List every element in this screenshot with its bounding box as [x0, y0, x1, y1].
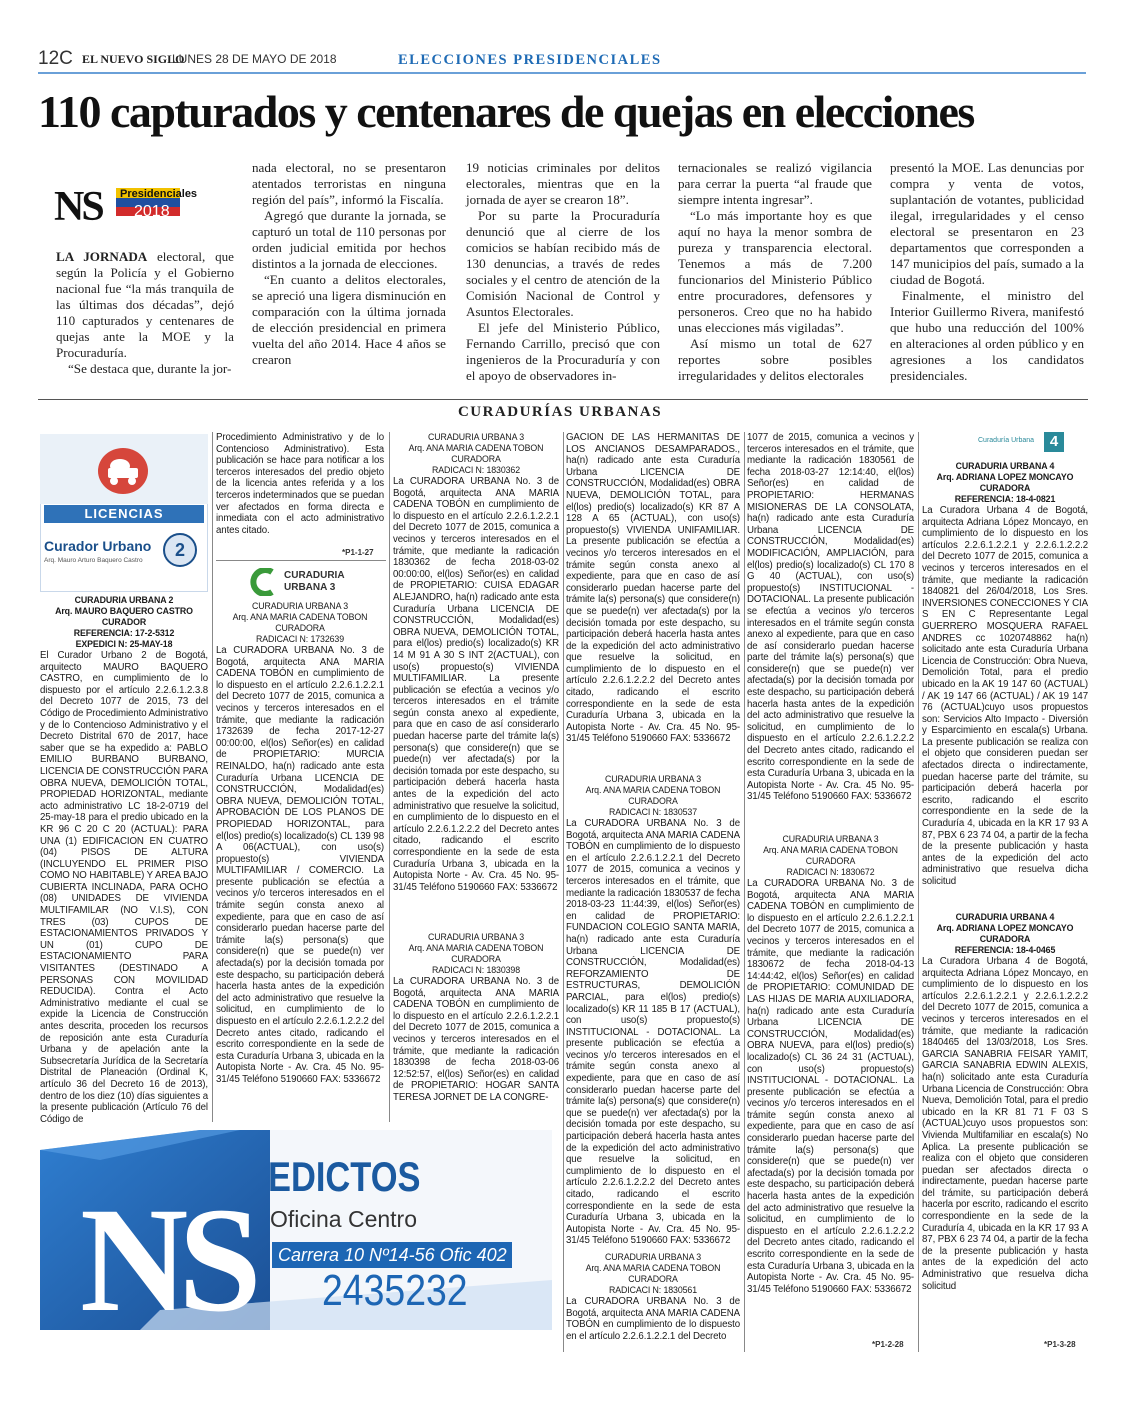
notice-role: CURADOR: [101, 617, 147, 627]
notice-body: La CURADORA URBANA No. 3 de Bogotá, arquitecta ANA MARIA CADENA TOBÓN en cumplimiento de lo dispuesto en el artículo 2.2.6.1.2.2.1 del Decreto 1077 de 2015, comunica a vecinos y terceros interesados en el trámite, que mediante la radicación 1830362 de fecha 2018-03-02 00:00:00, el(los) Señor(es) en calidad de PROPIETARIO: CUISA EDAGAR ALEJANDRO, ha(n) radicado ante esta Curaduría Urbana LICENCIA DE CONSTRUCCIÓN, Modalidad(es) OBRA NUEVA, DEMOLICIÓN TOTAL, para el(los) predio(s) localizado(s) KR 14 M 91 A 30 S INT 2(ACTUAL), con uso(s) propuesto(s) VIVIENDA MULTIFAMILIAR. La presente publicación se efectúa a vecinos y/o terceros interesados en el trámite según consta anexo al expediente, para que en caso de así considerarlo puedan hacerse parte del trámite la(s) persona(s) que considere(n) que se puede(n) ver afectada(s) por la decisión tomada por este despacho, su participación deberá hacerla hasta antes de la expedición del acto administrativo que resuelve la solicitud, en cumplimiento de lo dispuesto en el artículo 2.2.6.1.2.2.2 del Decreto antes citado, radicando el escrito correspondiente en la sede de esta Curaduría Urbana 3, ubicada en la Autopista Norte - Av. Cra. 45 No. 95-31/45 Teléfono 5190660 FAX: 5336672: [393, 476, 559, 893]
notice-role: CURADORA: [979, 934, 1031, 944]
edictos-address: Carrera 10 Nº14-56 Ofic 402: [272, 1242, 512, 1268]
paragraph: 19 noticias criminales por delitos electorales, mientras que en la jornada de ayer se crearon 18”.: [466, 160, 660, 207]
paragraph: electoral, que según la Policía y el Gobierno nacional fue “la más tranquila de las últimas dos décadas”, dejó 110 capturados y centenares de quejas ante la MOE y la Procuraduría.: [56, 249, 234, 360]
notice-radicacion: RADICACI N: 1830672: [786, 867, 875, 877]
notice-1830398: [393, 932, 559, 1104]
notice-architect: Arq. ANA MARIA CADENA TOBON: [408, 443, 544, 453]
licencias-label: LICENCIAS: [44, 505, 204, 523]
cement-mixer-icon: [98, 448, 148, 494]
paragraph: Por su parte la Procuraduría denunció que al cierre de los comicios se habían recibido más de 130 denuncias, a través de redes sociales y el centro de atención de la Comisión Nacional de Control y Asuntos Electorales.: [466, 208, 660, 319]
notice-radicacion: RADICACI N: 1830561: [608, 1285, 698, 1295]
notice-body: 1077 de 2015, comunica a vecinos y terceros interesados en el trámite, que mediante la radicación 1830561 de fecha 2018-03-27 12:14:40, el(los) Señor(es) en calidad de PROPIETARIO: HERMANAS MISIONERAS DE LA CONSOLATA, ha(n) radicado ante esta Curaduría Urbana LICENCIA DE CONSTRUCCIÓN, Modalidad(es) MODIFICACIÓN, AMPLIACIÓN, para el(los) predio(s) localizado(s) CL 170 8 G 40 (ACTUAL), con uso(s) propuesto(s) INSTITUCIONAL - DOTACIONAL. La presente publicación se efectúa a vecinos y/o terceros interesados en el trámite según consta anexo al expediente, para que en caso de así considerarlo puedan hacerse parte del trámite la(s) persona(s) que considere(n) que se puede(n) ver afectada(s) por la decisión tomada por este despacho, su participación deberá hacerla hasta antes de la expedición del acto administrativo que resuelve la solicitud, en cumplimiento de lo dispuesto en el artículo 2.2.6.1.2.2.2 del Decreto antes citado, radicando el escrito correspondiente en la sede de esta Curaduría Urbana 3, ubicada en la Autopista Norte - Av. Cra. 45 No. 95-31/45 Teléfono 5190660 FAX: 5336672: [747, 432, 914, 803]
column-rule: [212, 432, 213, 1122]
notice-role: CURADORA: [451, 454, 501, 464]
notice-architect: Arq. ADRIANA LOPEZ MONCAYO: [936, 923, 1074, 933]
notice-reference: REFERENCIA: 18-4-0465: [954, 945, 1056, 955]
c4-logo-number: 4: [1044, 432, 1064, 452]
edictos-title: EDICTOS: [268, 1153, 421, 1200]
notice-heading: CURADURIA URBANA 3: [428, 432, 524, 442]
article-column-3: [466, 160, 660, 384]
paragraph: Agregó que durante la jornada, se capturó un total de 110 personas por orden judicial emitida por hechos distintos a la jornada de elecciones.: [252, 208, 446, 271]
notice-1830537: [566, 774, 740, 1247]
edictos-ns-letters: NS: [80, 1177, 252, 1330]
notice-heading: CURADURIA URBANA 3: [605, 774, 701, 784]
notice-heading: CURADURIA URBANA 4: [955, 912, 1055, 922]
section-title: ELECCIONES PRESIDENCIALES: [398, 52, 662, 68]
c4-logo-text: Curaduría Urbana: [978, 437, 1035, 444]
notice-cu2-continued: [216, 432, 384, 536]
notice-body: La CURADORA URBANA No. 3 de Bogotá, arquitecta ANA MARIA CADENA TOBÓN en cumplimiento de lo dispuesto en el artículo 2.2.6.1.2.2.1 del Decreto 1077 de 2015, comunica a vecinos y terceros interesados en el trámite, que mediante la radicación 1830537 de fecha 2018-03-23 11:44:39, el(los) Señor(es) en calidad de PROPIETARIO: FUNDACION COLEGIO SANTA MARIA, ha(n) radicado ante esta Curaduría Urbana LICENCIA DE CONSTRUCCIÓN, Modalidad(es) REFORZAMIENTO DE ESTRUCTURAS, DEMOLICIÓN PARCIAL, para el(los) predio(s) localizado(s) KR 11 185 B 17 (ACTUAL), con uso(s) propuesto(s) INSTITUCIONAL - DOTACIONAL. La presente publicación se efectúa a vecinos y/o terceros interesados en el trámite según consta anexo al expediente, para que en caso de así considerarlo puedan hacerse parte del trámite la(s) persona(s) que considere(n) que se puede(n) ver afectada(s) por la decisión tomada por este despacho, su participación deberá hacerla hasta antes de la expedición del acto administrativo que resuelve la solicitud, en cumplimiento de lo dispuesto en el artículo 2.2.6.1.2.2.2 del Decreto antes citado, radicando el escrito correspondiente en la sede de esta Curaduría Urbana 3, ubicada en la Autopista Norte - Av. Cra. 45 No. 95-31/45 Teléfono 5190660 FAX: 5336672: [566, 818, 740, 1247]
notice-architect: Arq. ANA MARIA CADENA TOBON: [585, 1263, 721, 1273]
paragraph: presentó la MOE. Las denuncias por compra y venta de votos, suplantación de votantes, publicidad ilegal, irregularidades y el censo electoral se presentaron en 23 departamentos que corresponden a 147 municipios del país, sumado a la ciudad de Bogotá.: [890, 160, 1084, 287]
notice-ref-code: *P1-3-28: [1044, 1340, 1076, 1349]
article-column-1: [56, 249, 234, 377]
article-column-4: [678, 160, 872, 384]
paragraph: Finalmente, el ministro del Interior Guillermo Rivera, manifestó que hubo una reducción del 100% en alteraciones al orden público y en agresiones a los candidatos presidenciales.: [890, 288, 1084, 383]
notice-divider: [216, 560, 386, 561]
notice-1830561-continued: [747, 432, 914, 803]
paragraph: ternacionales se realizó vigilancia para cerrar la puerta “al fraude que siempre intenta ingresar”.: [678, 160, 872, 207]
paragraph: “Lo más importante hoy es que aquí no haya la menor sombra de pureza y transparencia electoral. Tenemos a más de 7.200 funcionarios del Ministerio Público entre procuradores, defensores y personeros. Creo que no ha habido unas elecciones más vigiladas”.: [678, 208, 872, 335]
curador-urbano-subtitle: Arq. Mauro Arturo Baquero Castro: [44, 557, 143, 564]
article-column-2: [252, 160, 446, 368]
article-column-5: [890, 160, 1084, 384]
edictos-office: Oficina Centro: [270, 1206, 418, 1232]
column-rule: [744, 432, 745, 1352]
notice-body: El Curador Urbano 2 de Bogotá, arquitecto MAURO BAQUERO CASTRO, en cumplimiento de lo dispuesto por el artículo 2.2.6.1.2.3.8 del Decreto 1077 de 2015, 73 del Código de Procedimiento Administrativo y de lo Contencioso Administrativo y el Decreto Distrital 670 de 2017, hace saber que se ha expedido a: PABLO EMILIO BURBANO BURBANO, LICENCIA DE CONSTRUCCIÓN PARA OBRA NUEVA, DEMOLICIÓN TOTAL, PROPIEDAD HORIZONTAL, mediante acto administrativo LC 18-2-0719 del 25-may-18 para el predio ubicado en la KR 96 C 20 C 20 (ACTUAL): PARA UNA (1) EDIFICACION EN CUATRO (04) PISOS DE ALTURA (INCLUYENDO EL PRIMER PISO COMO NO HABITABLE) Y AREA BAJO CUBIERTA INCLINADA, PARA OCHO (08) UNIDADES DE VIVIENDA MULTIFAMILAR (NO V.I.S), CON TRES (03) CUPOS DE ESTACIONAMIENTOS PRIVADOS Y UN (01) CUPO DE ESTACIONAMIENTO PARA VISITANTES (DESTINADO A PERSONAS CON MOVILIDAD REDUCIDA). Contra el Acto Administrativo mediante el cual se expide la Licencia de Construcción antes descrita, proceden los recursos de reposición ante esta Curaduría Urbana y de apelación ante la Subsecretaría Jurídica de la Secretaría Distrital de Planeación (Ordinal K, artículo 36 del Decreto 16 de 2013), dentro de los diez (10) días siguientes a la presente publicación (Artículo 76 del Código de: [40, 650, 208, 1125]
column-rule: [389, 432, 390, 1122]
logo-letters: NS: [54, 184, 102, 230]
notice-1830672: [747, 834, 914, 1295]
notice-reference: REFERENCIA: 17-2-5312: [73, 628, 175, 638]
curadurias-title: CURADURÍAS URBANAS: [457, 404, 663, 420]
c3-icon: [250, 568, 280, 596]
notice-1830362: [393, 432, 559, 893]
header-rule: [38, 72, 1086, 74]
notice-architect: Arq. MAURO BAQUERO CASTRO: [55, 606, 193, 616]
notice-1830398-continued: [566, 432, 740, 745]
notice-18-4-0821: [922, 461, 1088, 888]
logo-word: Presidenciales: [120, 188, 198, 200]
notice-heading: CURADURIA URBANA 3: [428, 932, 524, 942]
notice-radicacion: RADICACI N: 1732639: [255, 634, 345, 644]
notice-role: CURADORA: [628, 1274, 678, 1284]
curador-number: 2: [174, 540, 186, 560]
notice-heading: CURADURIA URBANA 4: [955, 461, 1055, 471]
edictos-phone: 2435232: [322, 1266, 468, 1315]
c3-logo-line1: CURADURIA: [284, 570, 345, 581]
notice-radicacion: RADICACI N: 1830398: [431, 965, 521, 975]
paragraph: “En cuanto a delitos electorales, se apreció una ligera disminución en comparación con la última jornada de elección presidencial en primera vuelta del año 2014. Hace 4 años se crearon: [252, 272, 446, 367]
notice-architect: Arq. ADRIANA LOPEZ MONCAYO: [936, 472, 1074, 482]
notice-radicacion: RADICACI N: 1830362: [431, 465, 521, 475]
notice-body: La Curadora Urbana 4 de Bogotá, arquitecta Adriana López Moncayo, en cumplimiento de lo dispuesto en los artículos 2.2.6.1.2.2.1 y 2.2.6.1.2.2.2 del Decreto 1077 de 2015, comunica a vecinos y terceros interesados en el trámite, que mediante la radicación 1840465 del 13/03/2018, Los Sres. GARCIA SANABRIA FEISAR YAMIT, GARCIA SANABRIA EDWIN ALEXIS, ha(n) solicitado ante esta Curaduría Urbana Licencia de Construcción: Obra Nueva, Demolición Total, para el predio ubicado en la KR 81 71 F 03 S (ACTUAL)cuyo usos propuestos son: Vivienda Multifamiliar en escala(s) No Aplica. La presente publicación se realiza con el objeto que consideren puedan ser afectados directa o indirectamente, puedan hacerse parte del trámite, su participación deberá hacerla por escrito, radicando el escrito correspondiente en la sede de la Curaduría 4, ubicada en la KR 17 93 A 87, PBX 6 23 74 04, a partir de la fecha de la presente publicación y hasta antes de la expedición del acto Administrativo que resuelva dicha solicitud: [922, 956, 1088, 1292]
paragraph: nada electoral, no se presentaron atentados terroristas en ninguna región del país”, informó la Fiscalía.: [252, 160, 446, 207]
ns-presidenciales-logo: [52, 176, 202, 232]
map-pin-icon: [160, 530, 200, 570]
lead-word: LA JORNADA: [56, 249, 148, 264]
notice-expedicion: EXPEDICI N: 25-MAY-18: [75, 639, 173, 649]
notice-heading: CURADURIA URBANA 3: [782, 834, 879, 844]
notice-body: La CURADORA URBANA No. 3 de Bogotá, arquitecta ANA MARIA CADENA TOBÓN en cumplimiento de lo dispuesto en el artículo 2.2.6.1.2.2.1 del Decreto 1077 de 2015, comunica a vecinos y terceros interesados en el trámite, que mediante la radicación 1732639 de fecha 2017-12-27 00:00:00, el(los) Señor(es) en calidad de PROPIETARIO: MURCIA REINALDO, ha(n) radicado ante esta Curaduría Urbana LICENCIA DE CONSTRUCCIÓN, Modalidad(es) OBRA NUEVA, DEMOLICIÓN TOTAL, APROBACIÓN DE LOS PLANOS DE PROPIEDAD HORIZONTAL, para el(los) predio(s) localizado(s) CL 139 98 A 06(ACTUAL), con uso(s) propuesto(s) VIVIENDA MULTIFAMILIAR / COMERCIO. La presente publicación se efectúa a vecinos y/o terceros interesados en el trámite según consta anexo al expediente, para que en caso de así considerarlo puedan hacerse parte del trámite la(s) persona(s) que considere(n) que se puede(n) ver afectada(s) por la decisión tomada por este despacho, su participación deberá hacerla hasta antes de la expedición del acto administrativo que resuelve la solicitud, en cumplimiento de lo dispuesto en el artículo 2.2.6.1.2.2.2 del Decreto antes citado, radicando el escrito correspondiente en la sede de esta Curaduría Urbana 3, ubicada en la Autopista Norte - Av. Cra. 45 No. 95-31/45 Teléfono 5190660 FAX: 5336672: [216, 645, 384, 1085]
notice-body: La CURADORA URBANA No. 3 de Bogotá, arquitecta ANA MARIA CADENA TOBÓN en cumplimiento de lo dispuesto en el artículo 2.2.6.1.2.2.1 del Decreto 1077 de 2015, comunica a vecinos y terceros interesados en el trámite, que mediante la radicación 1830672 de fecha 2018-04-13 14:44:42, el(los) Señor(es) en calidad de PROPIETARIO: COMUNIDAD DE LAS HIJAS DE MARIA AUXILIADORA, ha(n) radicado ante esta Curaduría Urbana LICENCIA DE CONSTRUCCIÓN, Modalidad(es) OBRA NUEVA, para el(los) predio(s) localizado(s) CL 36 24 31 (ACTUAL), con uso(s) propuesto(s) INSTITUCIONAL - DOTACIONAL. La presente publicación se efectúa a vecinos y/o terceros interesados en el trámite según consta anexo al expediente, para que en caso de así considerarlo puedan hacerse parte del trámite la(s) persona(s) que considere(n) que se puede(n) ver afectada(s) por la decisión tomada por este despacho, su participación deberá hacerla hasta antes de la expedición del acto administrativo que resuelve la solicitud, en cumplimiento de lo dispuesto en el artículo 2.2.6.1.2.2.2 del Decreto antes citado, radicando el escrito correspondiente en la sede de esta Curaduría Urbana 3, ubicada en la Autopista Norte - Av. Cra. 45 No. 95-31/45 Teléfono 5190660 FAX: 5336672: [747, 878, 914, 1295]
notice-body: GACION DE LAS HERMANITAS DE LOS ANCIANOS DESAMPARADOS., ha(n) radicado ante esta Curaduría Urbana LICENCIA DE CONSTRUCCIÓN, Modalidad(es) OBRA NUEVA, DEMOLICIÓN TOTAL, para el(los) predio(s) localizado(s) KR 87 A 128 A 65 (ACTUAL), con uso(s) propuesto(s) VIVIENDA UNIFAMILIAR. La presente publicación se efectúa a vecinos y/o terceros interesados en el trámite según consta anexo al expediente, para que en caso de así considerarlo puedan hacerse parte del trámite la(s) persona(s) que considere(n) que se puede(n) ver afectada(s) por la decisión tomada por este despacho, su participación deberá hacerla hasta antes de la expedición del acto administrativo que resuelve la solicitud, en cumplimiento de lo dispuesto en el artículo 2.2.6.1.2.2.2 del Decreto antes citado, radicando el escrito correspondiente en la sede de esta Curaduría Urbana 3, ubicada en la Autopista Norte - Av. Cra. 45 No. 95-31/45 Teléfono 5190660 FAX: 5336672: [566, 432, 740, 745]
notice-role: CURADORA: [451, 954, 501, 964]
notice-1830561: [566, 1252, 740, 1342]
logo-year: 2018: [134, 203, 170, 220]
page-number: 12C: [38, 48, 73, 69]
notice-role: CURADORA: [805, 856, 856, 866]
paragraph: “Se destaca que, durante la jor-: [68, 361, 232, 376]
article-divider: [38, 399, 1088, 400]
notice-architect: Arq. ANA MARIA CADENA TOBON: [763, 845, 898, 855]
notice-body: La Curadora Urbana 4 de Bogotá, arquitecta Adriana López Moncayo, en cumplimiento de lo dispuesto en los artículos 2.2.6.1.2.2.1 y 2.2.6.1.2.2.2 del Decreto 1077 de 2015, comunica a vecinos y terceros interesados en el trámite, que mediante la radicación 1840821 del 26/04/2018, Los Sres. INVERSIONES CONECCIONES Y CIA S EN C Representante Legal GUERRERO MOSQUERA RAFAEL ANDRES cc 1020748862 ha(n) solicitado ante esta Curaduría Urbana Licencia de Construcción: Obra Nueva, Demolición Total, para el predio ubicado en la AK 19 147 60 (ACTUAL) / AK 19 147 66 (ACTUAL) / AK 19 147 76 (ACTUAL)cuyo usos propuestos son: Servicios Alto Impacto - Diversión y Esparcimiento en escala(s) Urbana. La presente publicación se realiza con el objeto que consideren puedan ser afectados directa o indirectamente, puedan hacerse parte del trámite, su participación deberá hacerla por escrito, radicando el escrito correspondiente en la sede de la Curaduría 4, ubicada en la KR 17 93 A 87, PBX 6 23 74 04, a partir de la fecha de la presente publicación y hasta antes de la expedición del acto administrativo que resuelva dicha solicitud: [922, 505, 1088, 887]
notice-cu2: [40, 595, 208, 1125]
issue-date: LUNES 28 DE MAYO DE 2018: [172, 52, 337, 66]
curador-urbano-logo: Curador Urbano: [44, 538, 152, 554]
notice-role: CURADORA: [275, 623, 325, 633]
column-rule: [563, 432, 564, 1352]
notice-heading: CURADURIA URBANA 3: [252, 601, 348, 611]
notice-role: CURADORA: [628, 796, 678, 806]
notice-architect: Arq. ANA MARIA CADENA TOBON: [585, 785, 721, 795]
notice-role: CURADORA: [979, 483, 1031, 493]
notice-ref-code: *P1-1-27: [342, 548, 374, 557]
headline: 110 capturados y centenares de quejas en elecciones: [38, 86, 974, 137]
notice-body: La CURADORA URBANA No. 3 de Bogotá, arquitecta ANA MARIA CADENA TOBÓN en cumplimiento de lo dispuesto en el artículo 2.2.6.1.2.2.1 del Decreto: [566, 1296, 740, 1342]
c3-logo-line2: URBANA 3: [284, 582, 336, 593]
newspaper-name: EL NUEVO SIGLO: [82, 52, 185, 66]
notice-body: Procedimiento Administrativo y de lo Contencioso Administrativo). Esta publicación se hace para notificar a los terceros interesados del predio objeto de la licencia antes referida y a los terceros indeterminados que se puedan ver afectados en forma directa e inmediata con el acto administrativo antes citado.: [216, 432, 384, 536]
notice-architect: Arq. ANA MARIA CADENA TOBON: [408, 943, 544, 953]
notice-1732639: [216, 601, 384, 1086]
notice-heading: CURADURIA URBANA 2: [74, 595, 174, 605]
notice-18-4-0465: [922, 912, 1088, 1292]
notice-heading: CURADURIA URBANA 3: [605, 1252, 701, 1262]
notice-architect: Arq. ANA MARIA CADENA TOBON: [232, 612, 368, 622]
notice-body: La CURADORA URBANA No. 3 de Bogotá, arquitecta ANA MARIA CADENA TOBÓN en cumplimiento de lo dispuesto en el artículo 2.2.6.1.2.2.1 del Decreto 1077 de 2015, comunica a vecinos y terceros interesados en el trámite, que mediante la radicación 1830398 de fecha 2018-03-06 12:52:57, el(los) Señor(es) en calidad de PROPIETARIO: HOGAR SANTA TERESA JORNET DE LA CONGRE-: [393, 976, 559, 1103]
notice-ref-code: *P1-2-28: [872, 1340, 904, 1349]
curaduria-4-logo: [978, 432, 1068, 454]
notice-reference: REFERENCIA: 18-4-0821: [954, 494, 1056, 504]
paragraph: Así mismo un total de 627 reportes sobre posibles irregularidades y delitos electorales: [678, 336, 872, 383]
curaduria-3-logo: [250, 568, 360, 598]
notice-radicacion: RADICACI N: 1830537: [608, 807, 698, 817]
column-rule: [918, 432, 919, 1352]
paragraph: El jefe del Ministerio Público, Fernando Carrillo, precisó que con ingenieros de la Procuraduría y con el apoyo de observadores in-: [466, 320, 660, 383]
